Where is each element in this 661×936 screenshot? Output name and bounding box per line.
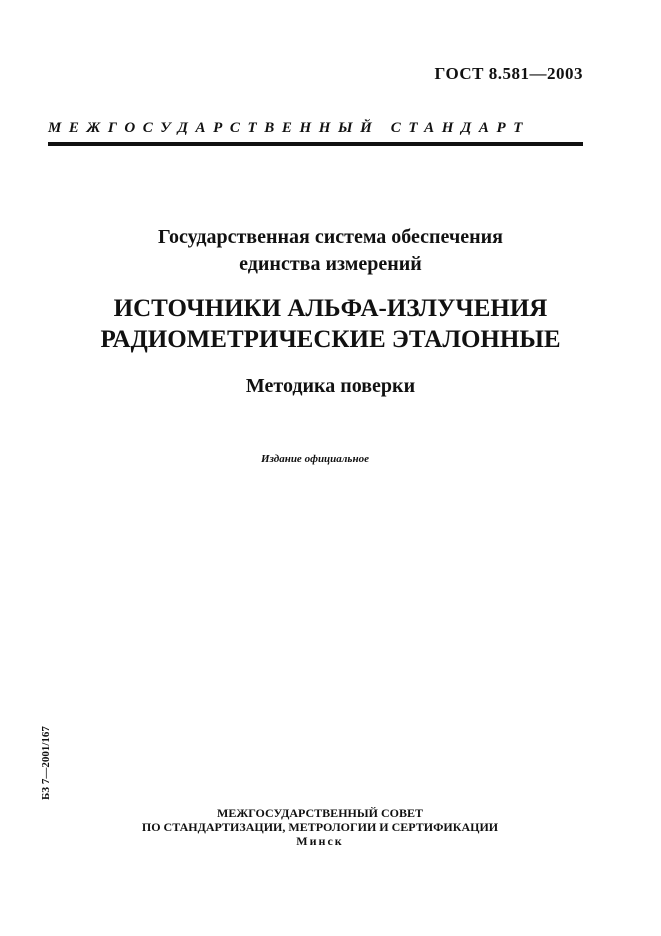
document-number: ГОСТ 8.581—2003 (434, 64, 583, 83)
side-code: БЗ 7—2001/167 (40, 726, 52, 800)
document-subtitle: Методика поверки (245, 375, 416, 397)
publisher-line-2: ПО СТАНДАРТИЗАЦИИ, МЕТРОЛОГИИ И СЕРТИФИКАЦИИ (141, 820, 499, 834)
title-line-1: ИСТОЧНИКИ АЛЬФА-ИЗЛУЧЕНИЯ (113, 295, 548, 322)
publisher-city: Минск (296, 834, 344, 848)
standard-banner: МЕЖГОСУДАРСТВЕННЫЙ СТАНДАРТ (48, 120, 531, 136)
document-title (0, 293, 661, 355)
title-line-2: РАДИОМЕТРИЧЕСКИЕ ЭТАЛОННЫЕ (100, 326, 561, 353)
edition-note: Издание официальное (261, 453, 369, 465)
series-line-2: единства измерений (239, 253, 422, 275)
series-line-1: Государственная система обеспечения (158, 226, 503, 248)
publisher-line-1: МЕЖГОСУДАРСТВЕННЫЙ СОВЕТ (217, 806, 423, 820)
series-title (0, 224, 661, 278)
banner-rule (48, 142, 583, 146)
publisher-block (0, 806, 640, 848)
